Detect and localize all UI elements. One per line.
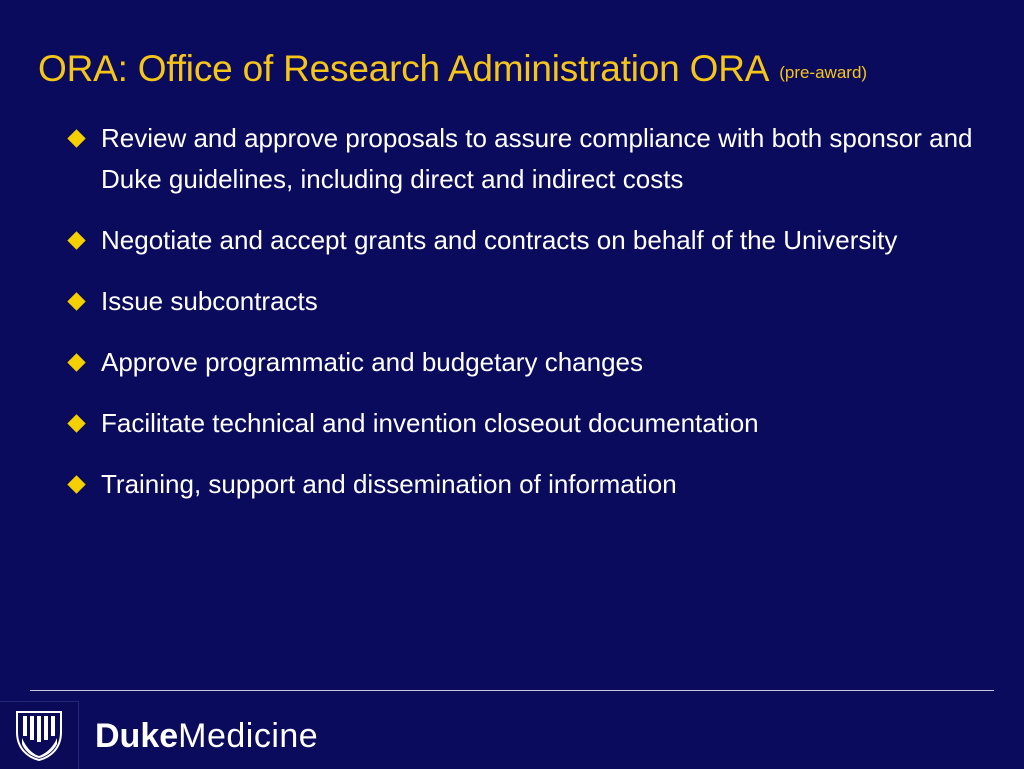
slide-title-text: ORA: Office of Research Administration ORA <box>38 48 770 89</box>
bullet-text: Training, support and dissemination of information <box>101 469 677 499</box>
bullet-item <box>64 464 1004 505</box>
diamond-bullet-icon <box>67 292 85 310</box>
duke-logo <box>0 701 79 769</box>
duke-shield-icon <box>11 710 67 762</box>
bullet-text: Approve programmatic and budgetary changes <box>101 347 643 377</box>
footer-divider <box>30 690 994 691</box>
bullet-text: Review and approve proposals to assure compliance with both sponsor and Duke guidelines, including direct and indirect costs <box>101 123 973 194</box>
wordmark-duke: Duke <box>95 717 179 755</box>
diamond-bullet-icon <box>67 231 85 249</box>
diamond-bullet-icon <box>67 414 85 432</box>
bullet-text: Facilitate technical and invention closeout documentation <box>101 408 759 438</box>
bullet-item <box>64 118 1004 200</box>
duke-medicine-wordmark <box>95 714 318 758</box>
diamond-bullet-icon <box>67 475 85 493</box>
diamond-bullet-icon <box>67 353 85 371</box>
bullet-item <box>64 342 1004 383</box>
slide-subtitle: (pre-award) <box>779 63 868 82</box>
wordmark-medicine: Medicine <box>178 717 319 755</box>
bullet-item <box>64 220 1004 261</box>
diamond-bullet-icon <box>67 129 85 147</box>
bullet-item <box>64 403 1004 444</box>
bullet-item <box>64 281 1004 322</box>
bullet-text: Negotiate and accept grants and contracts on behalf of the University <box>101 225 898 255</box>
bullet-text: Issue subcontracts <box>101 286 318 316</box>
slide-title <box>38 44 1008 101</box>
bullet-list <box>64 118 1004 525</box>
